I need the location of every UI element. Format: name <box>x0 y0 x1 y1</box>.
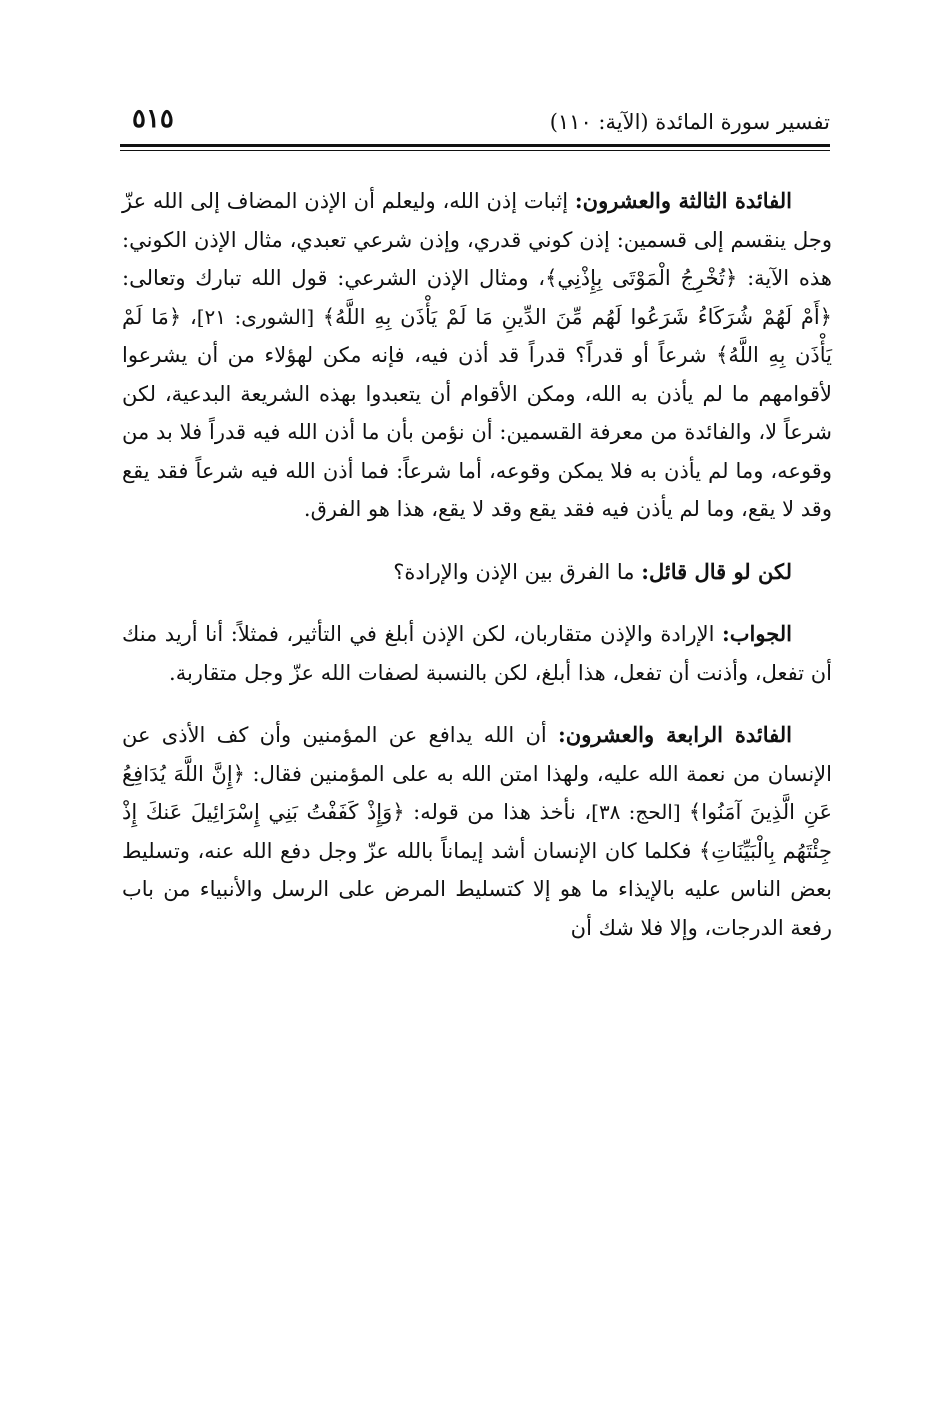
paragraph-benefit-23 <box>122 182 832 529</box>
page-body <box>122 182 832 971</box>
paragraph-heading: الفائدة الثالثة والعشرون: <box>574 188 792 213</box>
paragraph-text: فكلما كان الإنسان أشد إيماناً بالله عزّ وجل دفع الله عنه، وتسليط بعض الناس عليه بالإيذاء ما هو إلا كتسليط المرض على الرسل والأنبياء من باب رفعة الدرجات، وإلا فلا شك أن <box>122 838 832 940</box>
page-number: ٥١٥ <box>132 104 174 134</box>
paragraph-text: ، ومثال الإذن الشرعي: قول الله تبارك وتعالى: <box>122 266 546 290</box>
quran-quote: ﴿أَمْ لَهُمْ شُرَكَاءُ شَرَعُوا لَهُم مِّنَ الدِّينِ مَا لَمْ يَأْذَن بِهِ اللَّهُ﴾ <box>322 304 832 329</box>
paragraph-text: ، <box>181 304 197 329</box>
paragraph-text: شرعاً أو قدراً؟ قدراً قد أذن فيه، فإنه مكن لهؤلاء من أن يشرعوا لأقوامهم ما لم يأذن به الله، ومكن الأقوام أن يتعبدوا بهذه الشريعة البدعية، لكن شرعاً لا، والفائدة من معرفة القسمين: أن نؤمن بأن ما أذن الله فيه قدراً فلا بد من وقوعه، وما لم يأذن به فلا يمكن وقوعه، أما شرعاً: فما أذن الله فيه شرعاً فقد يقع وقد لا يقع، وما لم يأذن فيه فقد يقع وقد لا يقع، هذا هو الفرق. <box>122 343 832 521</box>
paragraph-question <box>122 553 832 592</box>
verse-citation: [الحج: ٣٨] <box>591 800 689 824</box>
paragraph-heading: لكن لو قال قائل: <box>641 558 792 584</box>
header-rule-thick <box>120 144 830 147</box>
paragraph-heading: الفائدة الرابعة والعشرون: <box>558 722 792 747</box>
paragraph-text: الإرادة والإذن متقاربان، لكن الإذن أبلغ في التأثير، فمثلاً: أنا أريد منك أن تفعل، وأذنت أن تفعل، هذا أبلغ، لكن بالنسبة لصفات الله عزّ وجل متقاربة. <box>122 622 832 685</box>
paragraph-answer <box>122 615 832 692</box>
verse-citation: [الشورى: ٢١] <box>196 304 323 329</box>
header-rule-thin <box>120 150 830 151</box>
running-title: تفسير سورة المائدة (الآية: ١١٠) <box>549 110 830 134</box>
paragraph-heading: الجواب: <box>722 621 792 646</box>
quran-quote: ﴿مَا لَمْ يَأْذَن بِهِ اللَّهُ﴾ <box>122 304 832 367</box>
running-header <box>120 104 830 144</box>
quran-quote: ﴿وَإِذْ كَفَفْتُ بَنِي إِسْرَائِيلَ عَنكَ إِذْ جِئْتَهُم بِالْبَيِّنَاتِ﴾ <box>122 800 832 863</box>
paragraph-text: إثبات إذن الله، وليعلم أن الإذن المضاف إلى الله عزّ وجل ينقسم إلى قسمين: إذن كوني قدري، وإذن شرعي تعبدي، مثال الإذن الكوني: هذه الآية: <box>122 189 832 290</box>
paragraph-text: ما الفرق بين الإذن والإرادة؟ <box>393 559 642 584</box>
quran-quote: ﴿إِنَّ اللَّهَ يُدَافِعُ عَنِ الَّذِينَ آمَنُوا﴾ <box>122 761 832 824</box>
paragraph-text: أن الله يدافع عن المؤمنين وأن كف الأذى عن الإنسان من نعمة الله عليه، ولهذا امتن الله به على المؤمنين فقال: <box>122 723 832 786</box>
quran-quote: ﴿تُخْرِجُ الْمَوْتَى بِإِذْنِي﴾ <box>545 266 738 290</box>
paragraph-benefit-24 <box>122 716 832 947</box>
paragraph-text: ، نأخذ هذا من قوله: <box>404 800 592 824</box>
